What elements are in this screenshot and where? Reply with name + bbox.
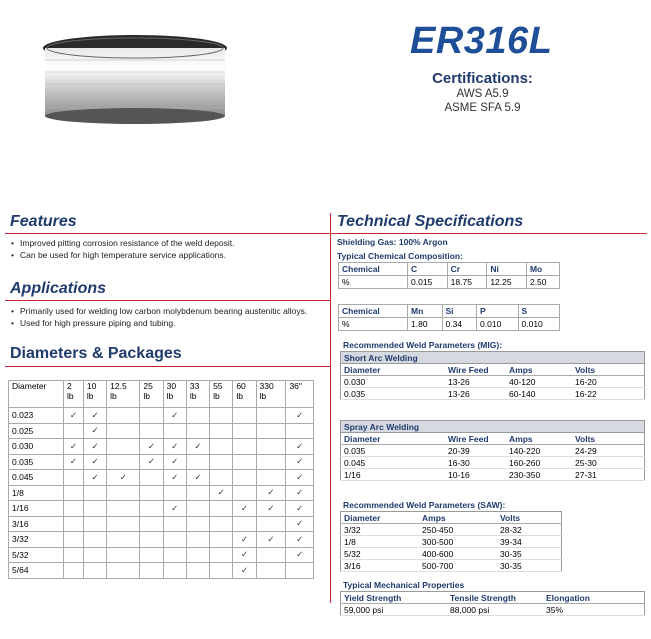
package-unit: lb — [166, 391, 174, 401]
table-cell — [256, 563, 286, 579]
table-cell: 400-600 — [419, 548, 497, 560]
table-row — [341, 469, 645, 481]
table-cell: 230-350 — [506, 469, 572, 481]
check-icon: ✓ — [83, 454, 106, 470]
check-icon: ✓ — [286, 516, 314, 532]
table-row — [339, 276, 560, 289]
table-cell — [256, 439, 286, 455]
table-cell — [83, 516, 106, 532]
table-cell — [83, 563, 106, 579]
package-unit: lb — [213, 391, 220, 401]
check-icon: ✓ — [64, 454, 84, 470]
table-cell — [83, 547, 106, 563]
check-icon: ✓ — [286, 532, 314, 548]
table-row — [9, 516, 314, 532]
table-cell: Diameter — [341, 433, 446, 445]
table-cell — [163, 485, 186, 501]
table-cell: 5/32 — [341, 548, 420, 560]
list-item: • Can be used for high temperature service applications. — [8, 249, 326, 261]
table-cell: Ni — [487, 263, 527, 276]
table-cell: Amps — [506, 433, 572, 445]
short-arc-caption: Short Arc Welding — [341, 352, 645, 364]
table-cell — [256, 470, 286, 486]
check-icon: ✓ — [163, 439, 186, 455]
saw-heading: Recommended Weld Parameters (SAW): — [343, 500, 506, 510]
table-cell — [107, 439, 140, 455]
table-cell — [233, 516, 256, 532]
table-cell: Yield Strength — [341, 592, 448, 604]
table-cell — [256, 547, 286, 563]
table-cell — [210, 423, 233, 439]
table-cell — [186, 408, 209, 424]
table-cell — [140, 408, 163, 424]
table-cell: 0.015 — [408, 276, 448, 289]
table-cell: 24-29 — [572, 445, 645, 457]
check-icon: ✓ — [64, 408, 84, 424]
check-icon: ✓ — [286, 454, 314, 470]
table-cell: 30-35 — [497, 548, 562, 560]
check-icon: ✓ — [210, 485, 233, 501]
table-cell — [163, 381, 186, 408]
table-cell: 0.045 — [9, 470, 64, 486]
table-cell: 60-140 — [506, 388, 572, 400]
package-unit: lb — [110, 391, 117, 401]
table-cell: 28-32 — [497, 524, 562, 536]
table-cell — [233, 470, 256, 486]
check-icon: ✓ — [256, 532, 286, 548]
table-cell — [256, 381, 286, 408]
list-item: • Improved pitting corrosion resistance of the weld deposit. — [8, 237, 326, 249]
table-cell — [64, 547, 84, 563]
table-cell: Volts — [572, 433, 645, 445]
table-row — [9, 423, 314, 439]
table-cell — [140, 381, 163, 408]
table-cell: Amps — [506, 364, 572, 376]
table-cell: 160-260 — [506, 457, 572, 469]
table-cell: 5/64 — [9, 563, 64, 579]
check-icon: ✓ — [233, 547, 256, 563]
chem-table-1 — [338, 262, 560, 289]
table-cell — [233, 485, 256, 501]
table-cell: 1/8 — [9, 485, 64, 501]
table-cell: 1/8 — [341, 536, 420, 548]
table-cell — [83, 532, 106, 548]
table-cell: Volts — [572, 364, 645, 376]
wire-spool-image — [35, 30, 235, 130]
table-cell — [186, 381, 209, 408]
table-cell: 0.035 — [341, 445, 446, 457]
check-icon: ✓ — [83, 439, 106, 455]
table-cell: Tensile Strength — [447, 592, 543, 604]
table-cell: 0.34 — [442, 318, 477, 331]
table-cell — [186, 423, 209, 439]
package-unit: lb — [189, 391, 197, 401]
table-cell — [210, 563, 233, 579]
check-icon: ✓ — [286, 439, 314, 455]
table-row — [9, 454, 314, 470]
table-cell: 0.010 — [477, 318, 518, 331]
table-cell: Chemical — [339, 305, 408, 318]
table-row — [341, 560, 562, 572]
check-icon: ✓ — [163, 408, 186, 424]
table-cell: 500-700 — [419, 560, 497, 572]
short-arc-table — [340, 351, 645, 400]
table-cell: S — [518, 305, 560, 318]
table-cell: 0.030 — [341, 376, 446, 388]
table-cell — [140, 547, 163, 563]
check-icon: ✓ — [233, 532, 256, 548]
diameters-heading: Diameters & Packages — [10, 345, 182, 362]
package-size: 33 — [189, 381, 200, 391]
table-cell — [256, 423, 286, 439]
table-cell: 18.75 — [447, 276, 487, 289]
package-size: 2 — [67, 381, 72, 391]
table-cell: 3/16 — [341, 560, 420, 572]
table-cell: 16-20 — [572, 376, 645, 388]
table-cell: 2.50 — [526, 276, 559, 289]
table-cell: 13-26 — [445, 376, 506, 388]
package-unit: lb — [236, 391, 243, 401]
table-cell — [107, 485, 140, 501]
table-row — [9, 408, 314, 424]
check-icon: ✓ — [256, 501, 286, 517]
list-item: • Primarily used for welding low carbon molybdenum bearing austenitic alloys. — [8, 305, 326, 317]
table-cell — [163, 547, 186, 563]
table-cell — [186, 501, 209, 517]
table-cell — [140, 485, 163, 501]
table-cell: % — [339, 276, 408, 289]
cert-asme: ASME SFA 5.9 — [444, 102, 521, 114]
table-row — [9, 470, 314, 486]
table-cell — [210, 501, 233, 517]
table-cell: 1/16 — [341, 469, 446, 481]
mech-heading: Typical Mechanical Properties — [343, 580, 465, 590]
table-cell: 300-500 — [419, 536, 497, 548]
check-icon: ✓ — [286, 470, 314, 486]
table-cell — [233, 381, 256, 408]
table-cell: 59,000 psi — [341, 604, 448, 616]
table-cell: Wire Feed — [445, 364, 506, 376]
package-unit: lb — [143, 391, 150, 401]
table-header-row — [341, 433, 645, 445]
table-cell — [256, 408, 286, 424]
table-cell — [64, 485, 84, 501]
table-cell — [163, 516, 186, 532]
table-header-row — [9, 381, 314, 408]
table-cell — [107, 381, 140, 408]
table-cell — [83, 485, 106, 501]
table-cell — [186, 563, 209, 579]
table-cell — [286, 563, 314, 579]
table-cell: 1.80 — [408, 318, 443, 331]
tech-spec-divider — [331, 233, 647, 234]
table-cell — [140, 470, 163, 486]
table-cell — [140, 563, 163, 579]
table-row — [339, 318, 560, 331]
check-icon: ✓ — [83, 423, 106, 439]
table-cell — [64, 501, 84, 517]
table-cell — [286, 423, 314, 439]
table-cell: 25-30 — [572, 457, 645, 469]
check-icon: ✓ — [83, 470, 106, 486]
check-icon: ✓ — [107, 470, 140, 486]
table-cell: % — [339, 318, 408, 331]
package-size: 30 — [166, 381, 177, 391]
table-row — [9, 439, 314, 455]
table-row — [341, 536, 562, 548]
table-cell — [286, 381, 314, 408]
table-cell — [107, 547, 140, 563]
mig-heading: Recommended Weld Parameters (MIG): — [343, 340, 503, 350]
table-cell — [256, 516, 286, 532]
table-cell: Amps — [419, 512, 497, 524]
table-cell — [64, 381, 84, 408]
table-cell — [186, 547, 209, 563]
spray-arc-table — [340, 420, 645, 481]
table-cell — [107, 423, 140, 439]
features-heading: Features — [10, 213, 77, 230]
table-cell: 0.010 — [518, 318, 560, 331]
table-cell — [107, 563, 140, 579]
table-row — [341, 445, 645, 457]
table-cell — [233, 454, 256, 470]
table-cell — [210, 454, 233, 470]
table-cell: 12.25 — [487, 276, 527, 289]
table-cell — [256, 454, 286, 470]
check-icon: ✓ — [286, 485, 314, 501]
applications-list — [8, 305, 326, 329]
table-cell — [107, 532, 140, 548]
check-icon: ✓ — [233, 563, 256, 579]
table-cell — [64, 563, 84, 579]
table-cell — [163, 423, 186, 439]
table-cell — [210, 532, 233, 548]
table-cell — [186, 516, 209, 532]
shielding-gas: Shielding Gas: 100% Argon — [337, 237, 448, 247]
table-cell — [140, 423, 163, 439]
table-cell — [107, 516, 140, 532]
certifications-heading: Certifications: — [432, 70, 533, 87]
table-cell — [210, 381, 233, 408]
table-cell: 3/16 — [9, 516, 64, 532]
check-icon: ✓ — [186, 439, 209, 455]
table-caption-row — [341, 421, 645, 433]
check-icon: ✓ — [256, 485, 286, 501]
saw-table — [340, 511, 562, 572]
table-header-row — [341, 592, 645, 604]
table-row — [9, 501, 314, 517]
table-cell — [140, 501, 163, 517]
table-cell — [140, 532, 163, 548]
cert-aws: AWS A5.9 — [456, 88, 509, 100]
table-row — [9, 485, 314, 501]
table-cell — [140, 516, 163, 532]
package-size: 12.5 — [110, 381, 127, 391]
table-cell: 27-31 — [572, 469, 645, 481]
table-cell — [107, 454, 140, 470]
table-row — [9, 532, 314, 548]
check-icon: ✓ — [64, 439, 84, 455]
table-cell — [64, 516, 84, 532]
table-cell — [64, 470, 84, 486]
package-size: 330 — [259, 381, 274, 391]
features-list — [8, 237, 326, 261]
table-cell: 0.025 — [9, 423, 64, 439]
table-row — [341, 457, 645, 469]
applications-divider — [5, 300, 330, 301]
table-cell — [64, 532, 84, 548]
diameters-divider — [5, 366, 330, 367]
table-row — [341, 376, 645, 388]
tech-spec-heading: Technical Specifications — [337, 213, 524, 230]
table-cell: Cr — [447, 263, 487, 276]
table-cell: Diameter — [341, 512, 420, 524]
table-caption-row — [341, 352, 645, 364]
table-row — [341, 524, 562, 536]
table-row — [9, 563, 314, 579]
table-cell: 0.045 — [341, 457, 446, 469]
table-cell: Si — [442, 305, 477, 318]
table-cell — [233, 408, 256, 424]
chem-comp-heading: Typical Chemical Composition: — [337, 251, 463, 261]
table-cell — [233, 439, 256, 455]
table-cell: 20-39 — [445, 445, 506, 457]
table-cell — [210, 408, 233, 424]
diameters-packages-table — [8, 380, 314, 579]
table-row — [341, 604, 645, 616]
table-cell: 0.023 — [9, 408, 64, 424]
check-icon: ✓ — [163, 454, 186, 470]
package-unit: lb — [86, 391, 94, 401]
table-row — [341, 388, 645, 400]
table-cell — [107, 501, 140, 517]
table-cell — [83, 381, 106, 408]
table-cell: Diameter — [341, 364, 446, 376]
package-size: 25 — [143, 381, 153, 391]
table-cell: 88,000 psi — [447, 604, 543, 616]
table-cell: 13-26 — [445, 388, 506, 400]
list-item: • Used for high pressure piping and tubing. — [8, 317, 326, 329]
table-cell — [186, 485, 209, 501]
table-cell — [163, 532, 186, 548]
table-cell — [107, 408, 140, 424]
table-cell — [83, 501, 106, 517]
table-cell: 1/16 — [9, 501, 64, 517]
table-cell: 30-35 — [497, 560, 562, 572]
table-cell: Chemical — [339, 263, 408, 276]
table-cell: 140-220 — [506, 445, 572, 457]
table-cell — [210, 516, 233, 532]
table-cell: 16-30 — [445, 457, 506, 469]
package-size: 55 — [213, 381, 223, 391]
table-header-row — [339, 263, 560, 276]
table-cell: 40-120 — [506, 376, 572, 388]
check-icon: ✓ — [286, 408, 314, 424]
check-icon: ✓ — [233, 501, 256, 517]
table-cell: 3/32 — [9, 532, 64, 548]
spray-arc-caption: Spray Arc Welding — [341, 421, 645, 433]
table-cell: P — [477, 305, 518, 318]
package-size: 36" — [289, 381, 302, 391]
table-row — [9, 547, 314, 563]
check-icon: ✓ — [140, 439, 163, 455]
table-cell: 250-450 — [419, 524, 497, 536]
table-cell: Diameter — [9, 381, 64, 408]
table-cell: 35% — [543, 604, 645, 616]
table-cell: Wire Feed — [445, 433, 506, 445]
check-icon: ✓ — [286, 547, 314, 563]
table-header-row — [339, 305, 560, 318]
table-cell: Elongation — [543, 592, 645, 604]
table-cell: 0.035 — [341, 388, 446, 400]
table-cell: 16-22 — [572, 388, 645, 400]
check-icon: ✓ — [140, 454, 163, 470]
table-cell: 10-16 — [445, 469, 506, 481]
table-cell — [210, 547, 233, 563]
table-cell: 5/32 — [9, 547, 64, 563]
package-unit: lb — [67, 391, 74, 401]
table-cell: Volts — [497, 512, 562, 524]
table-cell: 39-34 — [497, 536, 562, 548]
product-title: ER316L — [410, 20, 553, 62]
table-row — [341, 548, 562, 560]
table-cell — [186, 454, 209, 470]
table-cell — [163, 563, 186, 579]
check-icon: ✓ — [163, 501, 186, 517]
table-cell — [210, 439, 233, 455]
table-cell — [233, 423, 256, 439]
table-cell: 0.035 — [9, 454, 64, 470]
table-header-row — [341, 364, 645, 376]
table-header-row — [341, 512, 562, 524]
package-unit: lb — [259, 391, 267, 401]
table-cell: Mo — [526, 263, 559, 276]
table-cell: 3/32 — [341, 524, 420, 536]
package-size: 10 — [86, 381, 97, 391]
column-divider — [330, 213, 331, 603]
table-cell: C — [408, 263, 448, 276]
applications-heading: Applications — [10, 280, 107, 297]
features-divider — [5, 233, 330, 234]
check-icon: ✓ — [186, 470, 209, 486]
table-cell: 0.030 — [9, 439, 64, 455]
table-cell: Mn — [408, 305, 443, 318]
table-cell — [186, 532, 209, 548]
check-icon: ✓ — [163, 470, 186, 486]
table-cell — [210, 470, 233, 486]
chem-table-2 — [338, 304, 560, 331]
table-cell — [64, 423, 84, 439]
mech-table — [340, 591, 645, 616]
package-size: 60 — [236, 381, 246, 391]
check-icon: ✓ — [286, 501, 314, 517]
check-icon: ✓ — [83, 408, 106, 424]
